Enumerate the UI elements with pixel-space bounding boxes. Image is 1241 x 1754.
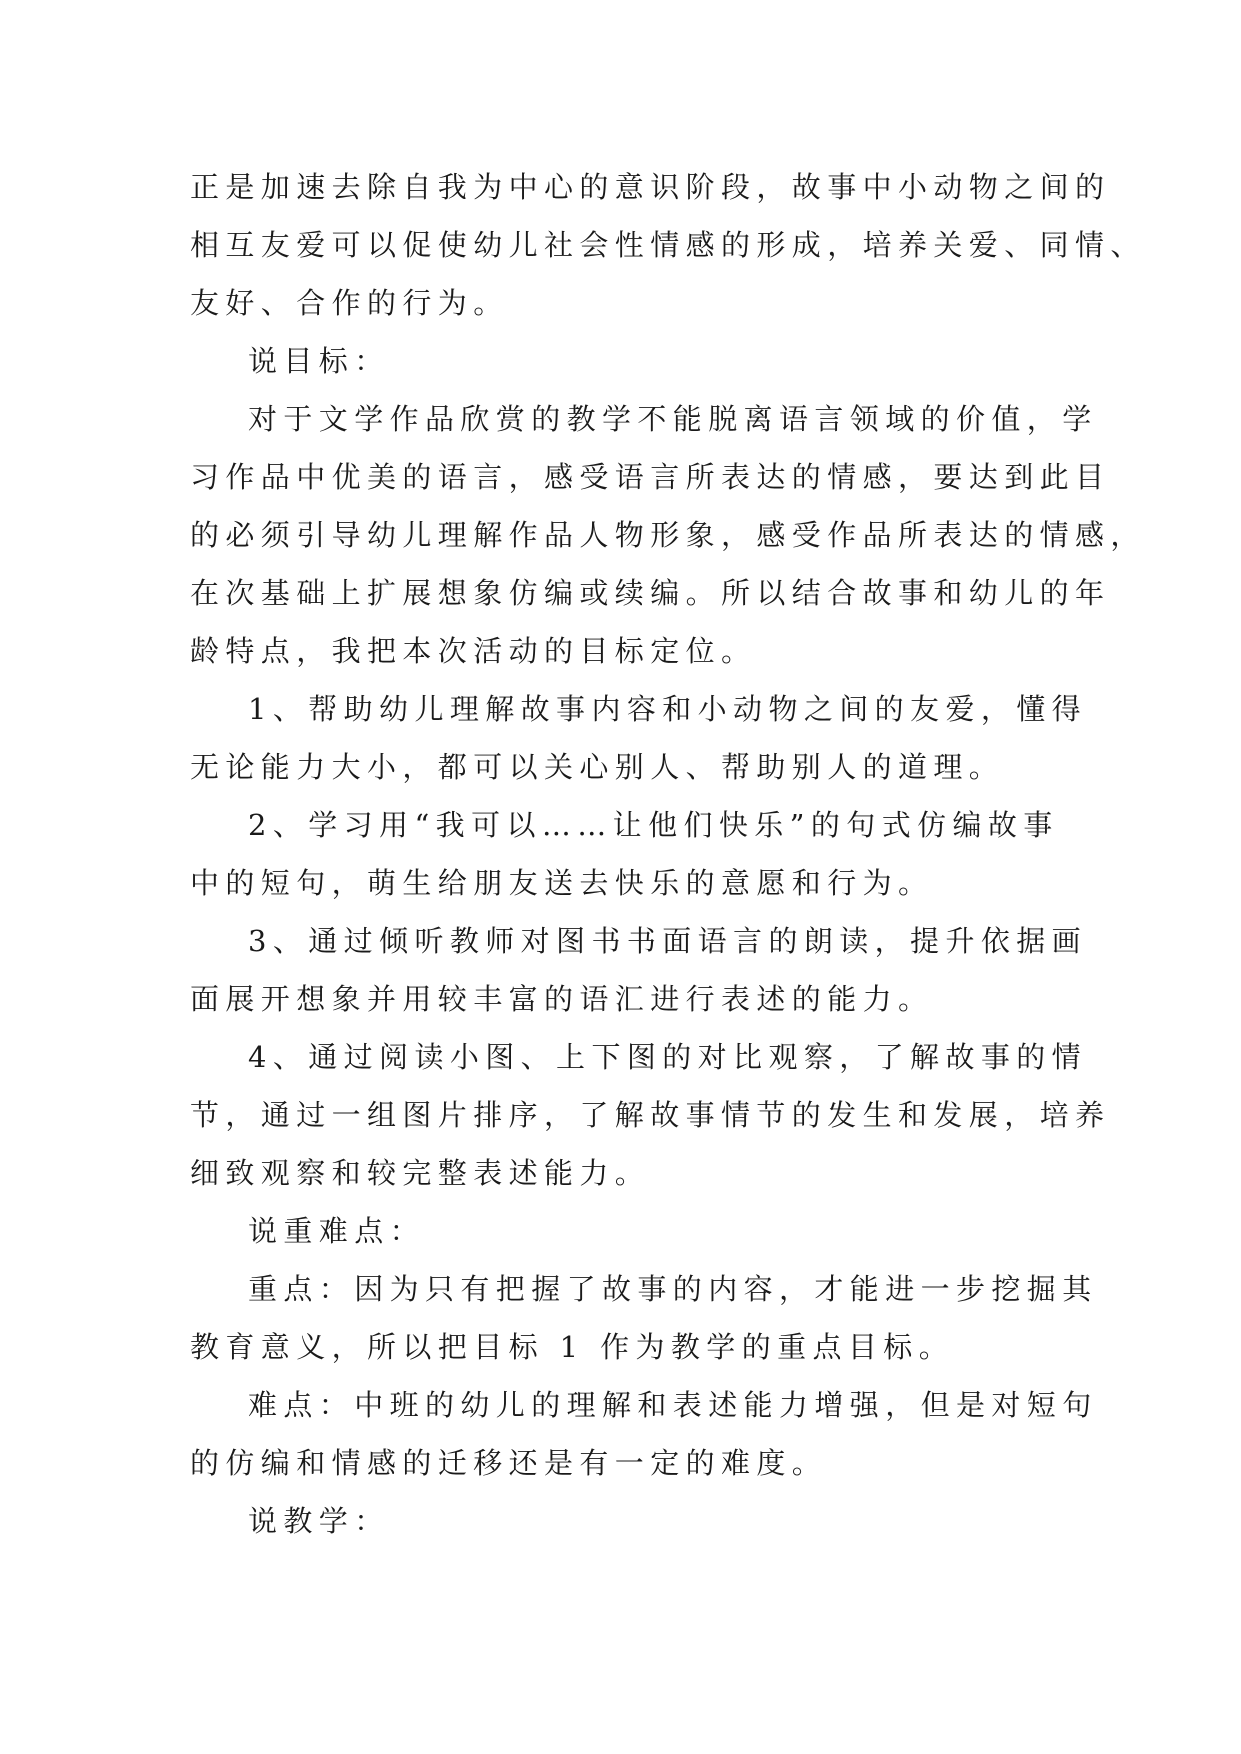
document-body [190, 158, 1146, 1550]
paragraph [190, 680, 1088, 796]
text-line: 说重难点： [248, 1214, 426, 1248]
paragraph [190, 1202, 1062, 1260]
text-line: 重点：因为只有把握了故事的内容，才能进一步挖掘其 [248, 1272, 1098, 1306]
text-line: 难点：中班的幼儿的理解和表述能力增强，但是对短句 [248, 1388, 1098, 1422]
text-line: 中的短句，萌生给朋友送去快乐的意愿和行为。 [190, 866, 934, 900]
paragraph [190, 158, 1146, 332]
paragraph [190, 796, 1062, 912]
text-line: 无论能力大小，都可以关心别人、帮助别人的道理。 [190, 750, 1005, 784]
paragraph [190, 1492, 1062, 1550]
text-line: 节，通过一组图片排序，了解故事情节的发生和发展，培养 [190, 1098, 1111, 1132]
text-line: 教育意义，所以把目标 1 作为教学的重点目标。 [190, 1330, 955, 1364]
paragraph [190, 390, 1146, 680]
text-line: 相互友爱可以促使幼儿社会性情感的形成，培养关爱、同情、 [190, 228, 1146, 262]
text-line: 友好、合作的行为。 [190, 286, 509, 320]
text-line: 细致观察和较完整表述能力。 [190, 1156, 651, 1190]
text-line: 正是加速去除自我为中心的意识阶段，故事中小动物之间的 [190, 170, 1111, 204]
paragraph [190, 332, 1062, 390]
text-line: 龄特点，我把本次活动的目标定位。 [190, 634, 757, 668]
text-line: 2、学习用“我可以……让他们快乐”的句式仿编故事 [248, 808, 1059, 842]
text-line: 的必须引导幼儿理解作品人物形象，感受作品所表达的情感， [190, 518, 1146, 552]
text-line: 4、通过阅读小图、上下图的对比观察，了解故事的情 [248, 1040, 1088, 1074]
text-line: 3、通过倾听教师对图书书面语言的朗读，提升依据画 [248, 924, 1088, 958]
text-line: 1、帮助幼儿理解故事内容和小动物之间的友爱，懂得 [248, 692, 1088, 726]
paragraph [190, 912, 1088, 1028]
text-line: 说教学： [248, 1504, 390, 1538]
paragraph [190, 1376, 1098, 1492]
paragraph [190, 1260, 1098, 1376]
text-line: 对于文学作品欣赏的教学不能脱离语言领域的价值，学 [248, 402, 1098, 436]
text-line: 面展开想象并用较丰富的语汇进行表述的能力。 [190, 982, 934, 1016]
text-line: 的仿编和情感的迁移还是有一定的难度。 [190, 1446, 828, 1480]
paragraph [190, 1028, 1111, 1202]
text-line: 说目标： [248, 344, 390, 378]
text-line: 习作品中优美的语言，感受语言所表达的情感，要达到此目 [190, 460, 1111, 494]
text-line: 在次基础上扩展想象仿编或续编。所以结合故事和幼儿的年 [190, 576, 1111, 610]
